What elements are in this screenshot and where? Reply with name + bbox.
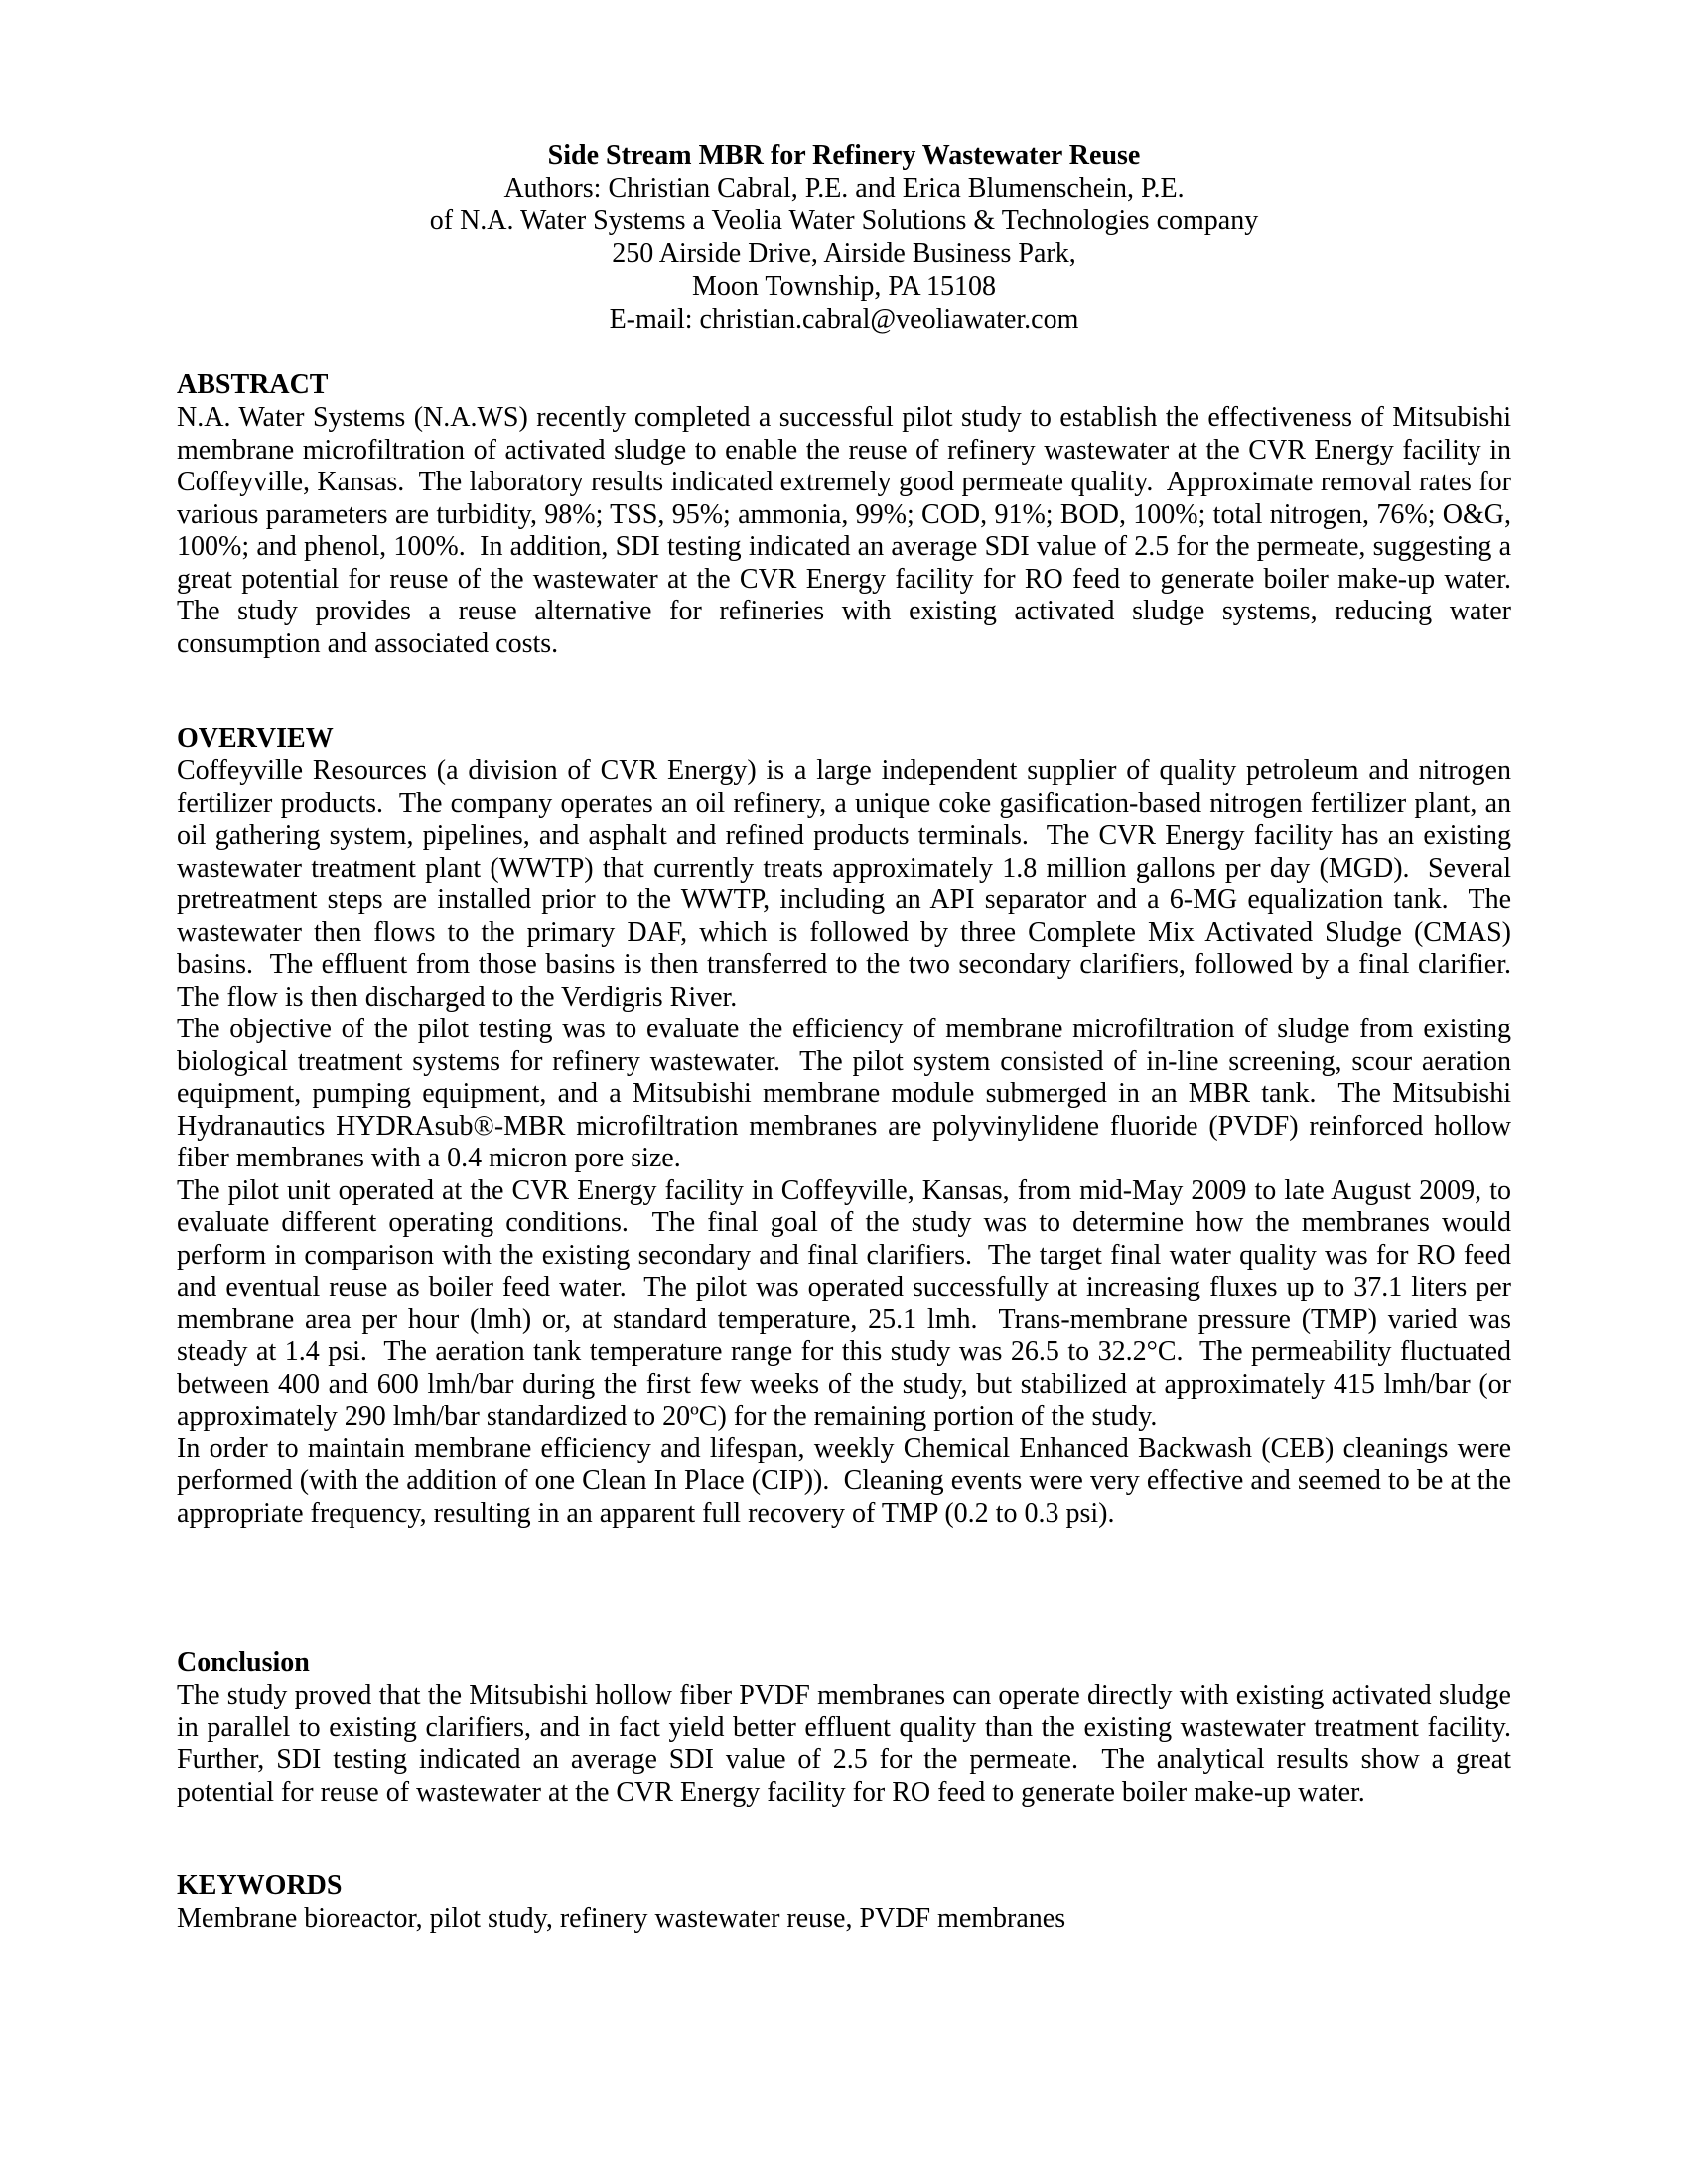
address-line-1: 250 Airside Drive, Airside Business Park, (612, 238, 1076, 269)
conclusion-section (177, 1680, 1525, 1809)
authors-line: Authors: Christian Cabral, P.E. and Erica Blumenschein, P.E. (503, 173, 1185, 204)
overview-paragraph-2: The objective of the pilot testing was to evaluate the efficiency of membrane microfiltration of sludge from existing biological treatment systems for refinery wastewater. The pilot system consisted of in-line screening, scour aeration equipment, pumping equipment, and a Mitsubishi membrane module submerged in an MBR tank. The Mitsubishi Hydranautics HYDRAsub®-MBR microfiltration membranes are polyvinylidene fluoride (PVDF) reinforced hollow fiber membranes with a 0.4 micron pore size. (177, 1014, 1518, 1173)
overview-paragraph-3: The pilot unit operated at the CVR Energy facility in Coffeyville, Kansas, from mid-May 2009 to late August 2009, to evaluate different operating conditions. The final goal of the study was to determine how the membranes would perform in comparison with the existing secondary and final clarifiers. The target final water quality was for RO feed and eventual reuse as boiler feed water. The pilot was operated successfully at increasing fluxes up to 37.1 liters per membrane area per hour (lmh) or, at standard temperature, 25.1 lmh. Trans-membrane pressure (TMP) varied was steady at 1.4 psi. The aeration tank temperature range for this study was 26.5 to 32.2°C. The permeability fluctuated between 400 and 600 lmh/bar during the first few weeks of the study, but stabilized at approximately 415 lmh/bar (or approximately 290 lmh/bar standardized to 20ºC) for the remaining portion of the study. (177, 1174, 1518, 1432)
abstract-heading: ABSTRACT (177, 369, 329, 400)
conclusion-heading: Conclusion (177, 1647, 310, 1678)
overview-section (177, 755, 1525, 1530)
abstract-paragraph: N.A. Water Systems (N.A.WS) recently completed a successful pilot study to establish the effectiveness of Mitsubishi membrane microfiltration of activated sludge to enable the reuse of refinery wastewater at the CVR Energy facility in Coffeyville, Kansas. The laboratory results indicated extremely good permeate quality. Approximate removal rates for various parameters are turbidity, 98%; TSS, 95%; ammonia, 99%; COD, 91%; BOD, 100%; total nitrogen, 76%; O&G, 100%; and phenol, 100%. In addition, SDI testing indicated an average SDI value of 2.5 for the permeate, suggesting a great potential for reuse of the wastewater at the CVR Energy facility for RO feed to generate boiler make-up water. The study provides a reuse alternative for refineries with existing activated sludge systems, reducing water consumption and associated costs. (177, 402, 1525, 659)
email-line: E-mail: christian.cabral@veoliawater.com (609, 304, 1079, 335)
keywords-text: Membrane bioreactor, pilot study, refinery wastewater reuse, PVDF membranes (177, 1903, 1066, 1934)
address-line-2: Moon Township, PA 15108 (691, 271, 997, 302)
paper-title: Side Stream MBR for Refinery Wastewater Reuse (547, 140, 1141, 171)
overview-paragraph-1: Coffeyville Resources (a division of CVR Energy) is a large independent supplier of quality petroleum and nitrogen fertilizer products. The company operates an oil refinery, a unique coke gasification-based nitrogen fertilizer plant, an oil gathering system, pipelines, and asphalt and refined products terminals. The CVR Energy facility has an existing wastewater treatment plant (WWTP) that currently treats approximately 1.8 million gallons per day (MGD). Several pretreatment steps are installed prior to the WWTP, including an API separator and a 6-MG equalization tank. The wastewater then flows to the primary DAF, which is followed by three Complete Mix Activated Sludge (CMAS) basins. The effluent from those basins is then transferred to the two secondary clarifiers, followed by a final clarifier. The flow is then discharged to the Verdigris River. (177, 755, 1525, 1013)
affiliation-line: of N.A. Water Systems a Veolia Water Solutions & Technologies company (429, 205, 1259, 236)
overview-paragraph-4: In order to maintain membrane efficiency and lifespan, weekly Chemical Enhanced Backwash (CEB) cleanings were performed (with the addition of one Clean In Place (CIP)). Cleaning events were very effective and seemed to be at the appropriate frequency, resulting in an apparent full recovery of TMP (0.2 to 0.3 psi). (177, 1433, 1518, 1529)
overview-heading: OVERVIEW (177, 723, 334, 753)
abstract-section (177, 402, 1525, 660)
paper-header (177, 139, 1511, 336)
keywords-section (177, 1903, 1511, 1936)
keywords-heading: KEYWORDS (177, 1870, 343, 1901)
conclusion-paragraph: The study proved that the Mitsubishi hollow fiber PVDF membranes can operate directly with existing activated sludge in parallel to existing clarifiers, and in fact yield better effluent quality than the existing wastewater treatment facility. Further, SDI testing indicated an average SDI value of 2.5 for the permeate. The analytical results show a great potential for reuse of wastewater at the CVR Energy facility for RO feed to generate boiler make-up water. (177, 1680, 1525, 1808)
